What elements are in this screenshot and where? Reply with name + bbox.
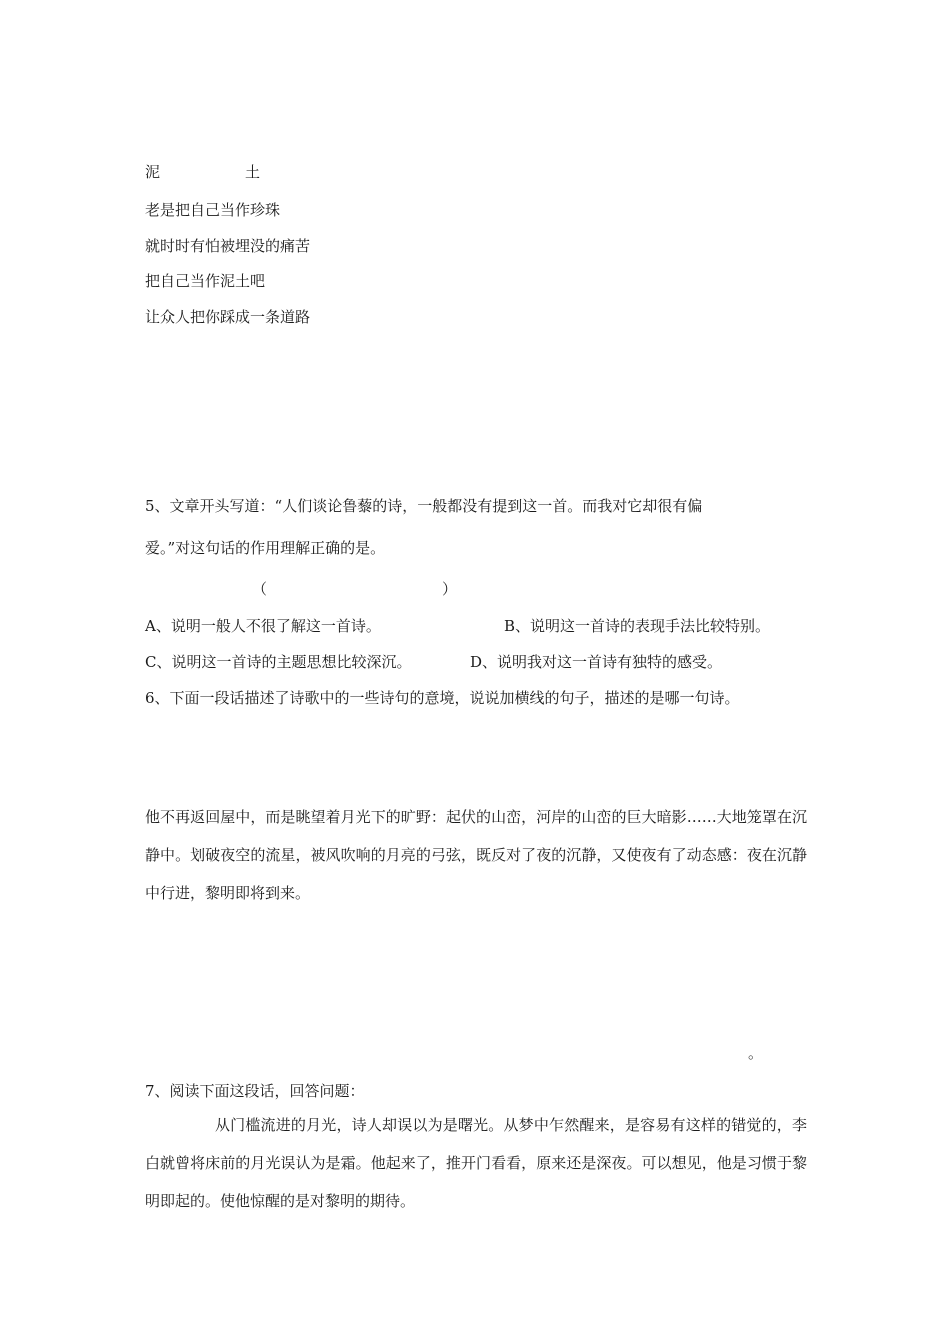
poem-title-char-2: 土 xyxy=(245,163,261,181)
question-5-line-2: 爱。”对这句话的作用理解正确的是。 xyxy=(145,539,386,557)
poem-line-2: 就时时有怕被埋没的痛苦 xyxy=(145,237,311,255)
poem-title-char-1: 泥 xyxy=(145,163,161,181)
question-6: 6、下面一段话描述了诗歌中的一些诗句的意境，说说加横线的句子，描述的是哪一句诗。 xyxy=(145,689,740,707)
option-c: C、说明这一首诗的主题思想比较深沉。 xyxy=(145,653,412,671)
option-b: B、说明这一首诗的表现手法比较特别。 xyxy=(504,617,771,635)
poem-title xyxy=(145,162,261,182)
question-6-passage: 他不再返回屋中，而是眺望着月光下的旷野：起伏的山峦，河岸的山峦的巨大暗影……大地笼罩在沉静中。划破夜空的流星，被风吹响的月亮的弓弦，既反对了夜的沉静，又使夜有了动态感：夜在沉静中行进，黎明即将到来。 xyxy=(145,808,807,902)
question-7: 7、阅读下面这段话，回答问题： xyxy=(145,1082,365,1100)
answer-line-end: 。 xyxy=(748,1044,764,1062)
option-a: A、说明一般人不很了解这一首诗。 xyxy=(145,617,381,635)
poem-line-3: 把自己当作泥土吧 xyxy=(145,272,266,290)
question-7-passage: 从门槛流进的月光，诗人却误以为是曙光。从梦中乍然醒来，是容易有这样的错觉的，李白就曾将床前的月光误认为是霜。他起来了，推开门看看，原来还是深夜。可以想见，他是习惯于黎明即起的。使他惊醒的是对黎明的期待。 xyxy=(145,1116,807,1210)
paren-close: ） xyxy=(441,580,457,598)
poem-line-4: 让众人把你踩成一条道路 xyxy=(145,308,311,326)
question-5-line-1: 5、文章开头写道：“人们谈论鲁藜的诗，一般都没有提到这一首。而我对它却很有偏 xyxy=(145,497,703,515)
poem-line-1: 老是把自己当作珍珠 xyxy=(145,201,281,219)
answer-parentheses xyxy=(252,579,457,599)
option-d: D、说明我对这一首诗有独特的感受。 xyxy=(470,653,723,671)
paren-open: （ xyxy=(252,580,268,598)
